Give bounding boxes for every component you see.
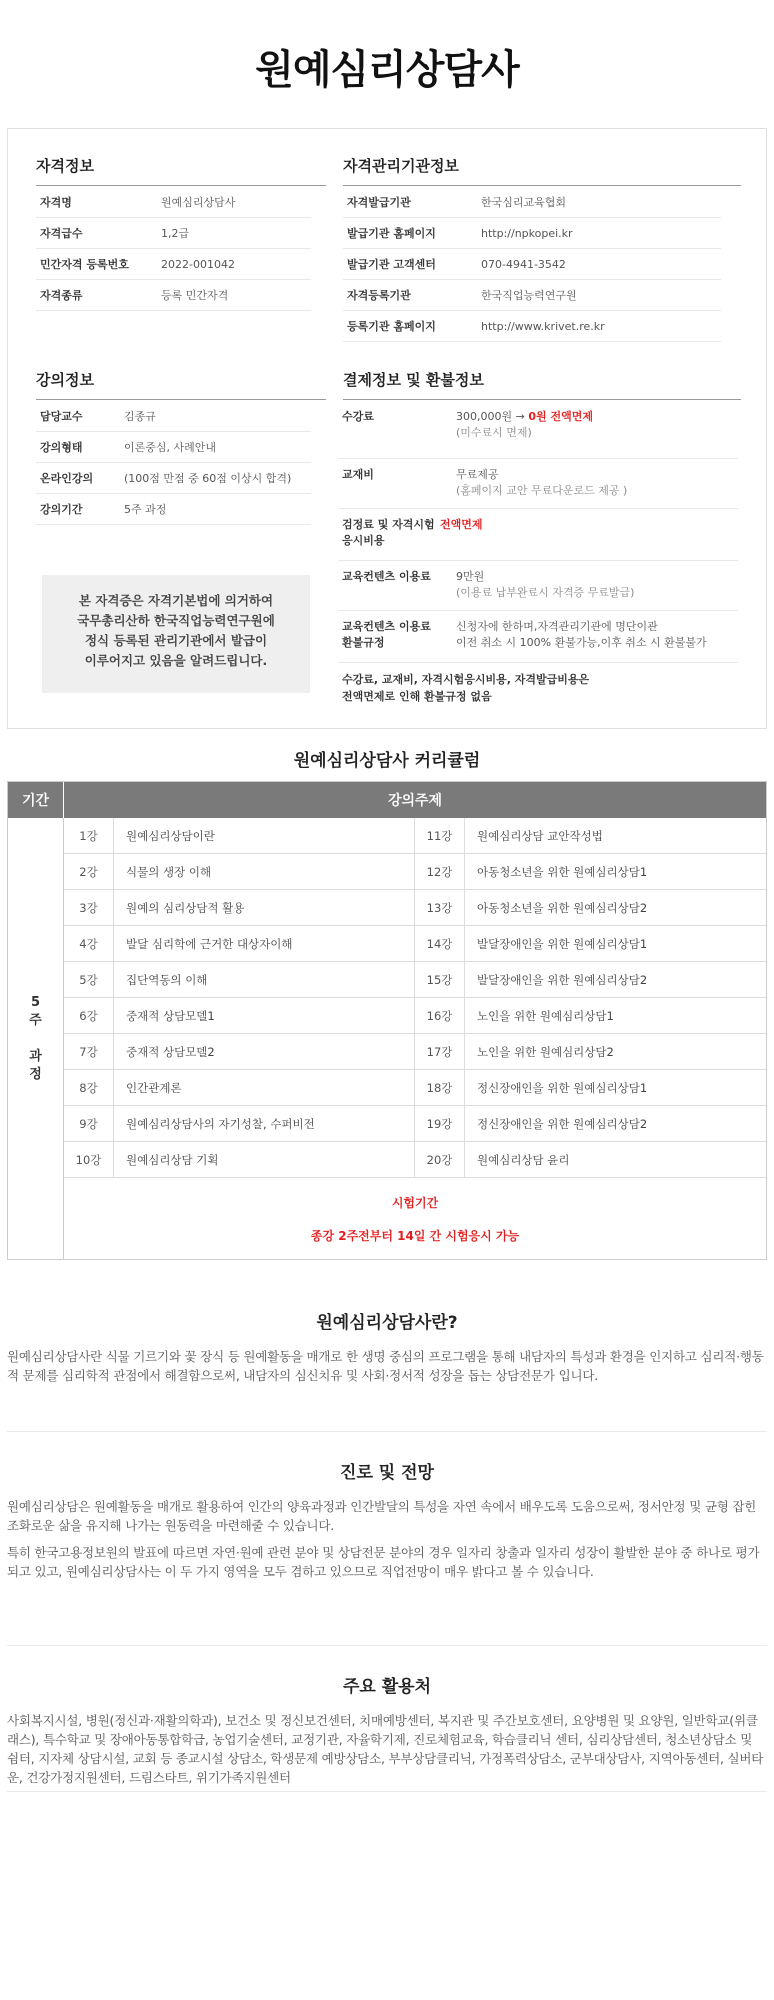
cert-info-row [36,187,311,218]
lesson-title: 원예심리상담 교안작성법 [477,828,603,843]
org-info-key: 등록기관 홈페이지 [347,320,436,333]
lesson-title: 중재적 상담모델1 [126,1008,215,1023]
period-text: 5 [30,994,41,1010]
org-info-table [343,187,721,342]
table-row [64,1070,766,1106]
lesson-title: 정신장애인을 위한 원예심리상담2 [477,1116,648,1131]
lesson-title: 원예심리상담사의 자기성찰, 수퍼비전 [126,1116,315,1131]
lesson-number: 19강 [415,1106,465,1141]
lesson-title: 발달장애인을 위한 원예심리상담1 [477,936,648,951]
textbook-value [456,467,746,499]
lesson-number: 6강 [64,998,114,1033]
about-paragraph: 원예심리상담사란 식물 기르기와 꽃 장식 등 원예활동을 매개로 한 생명 중심의 프로그램을 통해 내담자의 특성과 환경을 인지하고 심리적·행동적 문제를 심리학적 관점에서 해결함으로써, 내담자의 심신치유 및 사회·정서적 성장을 돕는 상담전문가 입니다. [7,1349,764,1383]
lecture-info-key: 담당교수 [40,410,83,423]
textbook-label: 교재비 [342,468,374,481]
cert-info-table [36,187,311,311]
org-info-key: 자격발급기관 [347,196,411,209]
lesson-number: 17강 [415,1034,465,1069]
lecture-info-row [36,494,311,525]
table-row [64,854,766,890]
org-info-row [343,187,721,218]
cert-info-row [36,218,311,249]
table-row [64,926,766,962]
lecture-info-value: 5주 과정 [124,503,167,516]
lecture-info-row [36,401,311,432]
lecture-info-key: 온라인강의 [40,472,94,485]
lesson-number: 20강 [415,1142,465,1177]
career-section [7,1458,767,1646]
lesson-number: 16강 [415,998,465,1033]
lesson-number: 8강 [64,1070,114,1105]
cert-info-value: 1,2급 [161,227,190,240]
curriculum-header [8,782,766,818]
org-info-row [343,311,721,342]
payment-heading: 결제정보 및 환불정보 [343,369,741,400]
lesson-number: 1강 [64,818,114,853]
arrow-icon: → [515,410,525,423]
lesson-number: 10강 [64,1142,114,1177]
table-row [64,962,766,998]
lesson-number: 14강 [415,926,465,961]
lesson-title: 인간관계론 [126,1080,182,1095]
textbook-main: 무료제공 [456,468,499,481]
exam-period-title: 시험기간 [391,1196,439,1210]
fee-sub: (미수료시 면제) [456,426,532,439]
content-fee-sub: (이용료 납부완료시 자격증 무료발급) [456,586,635,599]
lecture-info-key: 강의기간 [40,503,83,516]
lesson-title: 원예심리상담 윤리 [477,1152,570,1167]
period-cell [8,818,64,1259]
lesson-title: 아동청소년을 위한 원예심리상담2 [477,900,648,915]
payment-note-1: 수강료, 교재비, 자격시험응시비용, 자격발급비용은 [342,673,590,686]
registry-homepage-link[interactable]: http://www.krivet.re.kr [481,319,605,333]
org-info-row [343,280,721,311]
fee-label: 수강료 [342,410,374,423]
cert-info-value: 등록 민간자격 [161,289,229,302]
usage-paragraph: 사회복지시설, 병원(정신과·재활의학과), 보건소 및 정신보건센터, 치매예방센터, 복지관 및 주간보호센터, 요양병원 및 요양원, 일반학교(위클래스), 특수학교 및 장애아동통합학급, 농업기술센터, 교정기관, 자율학기제, 진로체험교육, 학습클리닉 센터, 심리상담센터, 청소년상담소 및 쉼터, 지자체 상담시설, 교회 등 종교시설 상담소, 학생문제 예방상담소, 부부상담클리닉, 가정폭력상담소, 군부대상담사, 지역아동센터, 실버타운, 건강가정지원센터, 드림스타트, 위기가족지원센터 [7,1713,764,1785]
lesson-number: 5강 [64,962,114,997]
exam-fee-label-1: 검정료 및 자격시험 [342,518,435,531]
cert-info-key: 자격명 [40,196,72,209]
curriculum-title: 원예심리상담사 커리큘럼 [293,751,481,771]
org-info-value: 한국직업능력연구원 [481,289,577,302]
org-info-row [343,218,721,249]
org-homepage-link[interactable]: http://npkopei.kr [481,226,573,240]
payment-note-text [342,671,742,705]
payment-note-2: 전액면제로 인해 환불규정 없음 [342,690,492,703]
exam-fee-exempt: 전액면제 [440,518,483,531]
lesson-title: 노인을 위한 원예심리상담2 [477,1044,614,1059]
period-text: 과 [29,1048,42,1064]
table-row [64,998,766,1034]
exam-period-desc: 종강 2주전부터 14일 간 시험응시 가능 [310,1229,520,1243]
lesson-title: 노인을 위한 원예심리상담1 [477,1008,614,1023]
col-period: 기간 [8,782,64,818]
refund-label-2: 환불규정 [342,636,385,649]
org-info-value: 한국심리교육협회 [481,196,567,209]
exam-period [64,1178,766,1259]
lecture-info-key: 강의형태 [40,441,83,454]
lesson-title: 식물의 생장 이해 [126,864,212,879]
refund-label-1: 교육컨텐츠 이용료 [342,620,431,633]
lesson-number: 7강 [64,1034,114,1069]
exam-fee-value [440,517,730,533]
exam-fee-label [342,517,452,549]
refund-value-2: 이전 취소 시 100% 환불가능,이후 취소 시 환불불가 [456,636,707,649]
about-title: 원예심리상담사란? [316,1313,458,1333]
org-info-heading: 자격관리기관정보 [343,155,741,186]
col-topic: 강의주제 [387,793,443,809]
textbook-row [338,459,738,509]
cert-info-heading: 자격정보 [36,155,326,186]
lecture-info-heading: 강의정보 [36,369,326,400]
lesson-title: 원예의 심리상담적 활용 [126,900,245,915]
content-fee-value [456,569,746,601]
lecture-info-value: 이론중심, 사례안내 [124,441,217,454]
notice-line: 정식 등록된 관리기관에서 발급이 [84,633,268,648]
lesson-title: 발달장애인을 위한 원예심리상담2 [477,972,648,987]
org-info-value: 070-4941-3542 [481,257,566,271]
table-row [64,818,766,854]
exam-fee-label-2: 응시비용 [342,534,385,547]
content-fee-label: 교육컨텐츠 이용료 [342,570,431,583]
career-paragraph: 특히 한국고용정보원의 발표에 따르면 자연·원예 관련 분야 및 상담전문 분야의 경우 일자리 창출과 일자리 성장이 활발한 분야 중 하나로 평가되고 있고, 원예심리상담사는 이 두 가지 영역을 모두 겸하고 있으므로 직업전망이 매우 밝다고 볼 수 있습니다. [7,1545,760,1579]
notice-box [42,575,310,693]
refund-label [342,619,452,651]
lesson-number: 2강 [64,854,114,889]
curriculum-body [8,818,766,1259]
textbook-sub: (홈페이지 교안 무료다운로드 제공 ) [456,484,628,497]
period-text: 정 [29,1066,42,1082]
curriculum-table [7,781,767,1260]
lecture-info-row [36,463,311,494]
info-box [7,128,767,729]
lesson-number: 11강 [415,818,465,853]
period-text: 주 [29,1012,42,1028]
lesson-number: 15강 [415,962,465,997]
lesson-title: 정신장애인을 위한 원예심리상담1 [477,1080,648,1095]
cert-info-row [36,249,311,280]
lesson-number: 13강 [415,890,465,925]
refund-row [338,611,738,663]
table-row [64,1142,766,1178]
cert-info-key: 민간자격 등록번호 [40,258,129,271]
org-info-row [343,249,721,280]
notice-line: 본 자격증은 자격기본법에 의거하여 [78,593,274,608]
refund-value-1: 신청자에 한하며,자격관리기관에 명단이관 [456,620,658,633]
usage-title: 주요 활용처 [342,1677,432,1697]
page-title: 원예심리상담사 [255,47,519,93]
cert-info-value: 원예심리상담사 [161,196,236,209]
usage-section [7,1672,767,1792]
exam-fee-row [338,509,738,561]
lecture-info-value: 김종규 [124,410,156,423]
lecture-info-row [36,432,311,463]
lesson-list [64,818,766,1259]
cert-info-value: 2022-001042 [161,257,235,271]
about-section [7,1308,767,1432]
lesson-number: 4강 [64,926,114,961]
career-paragraph: 원예심리상담은 원예활동을 매개로 활용하여 인간의 양육과정과 인간발달의 특성을 자연 속에서 배우도록 도움으로써, 정서안정 및 균형 잡힌 조화로운 삶을 유지해 나가는 원동력을 마련해줄 수 있습니다. [7,1499,757,1533]
lesson-title: 중재적 상담모델2 [126,1044,215,1059]
lesson-title: 아동청소년을 위한 원예심리상담1 [477,864,648,879]
career-title: 진로 및 전망 [340,1463,434,1483]
table-row [64,1034,766,1070]
table-row [64,890,766,926]
notice-line: 이루어지고 있음을 알려드립니다. [84,653,268,668]
cert-info-key: 자격급수 [40,227,83,240]
content-fee-main: 9만원 [456,570,485,583]
lesson-title: 발달 심리학에 근거한 대상자이해 [126,936,293,951]
fee-value [456,409,746,441]
lesson-title: 원예심리상담이란 [126,828,215,843]
fee-now: 0원 전액면제 [528,410,593,423]
fee-original: 300,000원 [456,410,513,423]
lesson-number: 9강 [64,1106,114,1141]
lesson-title: 원예심리상담 기획 [126,1152,219,1167]
lesson-number: 12강 [415,854,465,889]
cert-info-key: 자격종류 [40,289,83,302]
content-fee-row [338,561,738,611]
refund-value [456,619,746,651]
org-info-key: 발급기관 홈페이지 [347,227,436,240]
fee-row [338,401,738,459]
lecture-info-table [36,401,311,525]
lecture-info-value: (100점 만점 중 60점 이상시 합격) [124,472,292,485]
table-row [64,1106,766,1142]
lesson-number: 18강 [415,1070,465,1105]
notice-line: 국무총리산하 한국직업능력연구원에 [77,613,275,628]
cert-info-row [36,280,311,311]
org-info-key: 발급기관 고객센터 [347,258,436,271]
org-info-key: 자격등록기관 [347,289,411,302]
lesson-title: 집단역동의 이해 [126,972,208,987]
lesson-number: 3강 [64,890,114,925]
